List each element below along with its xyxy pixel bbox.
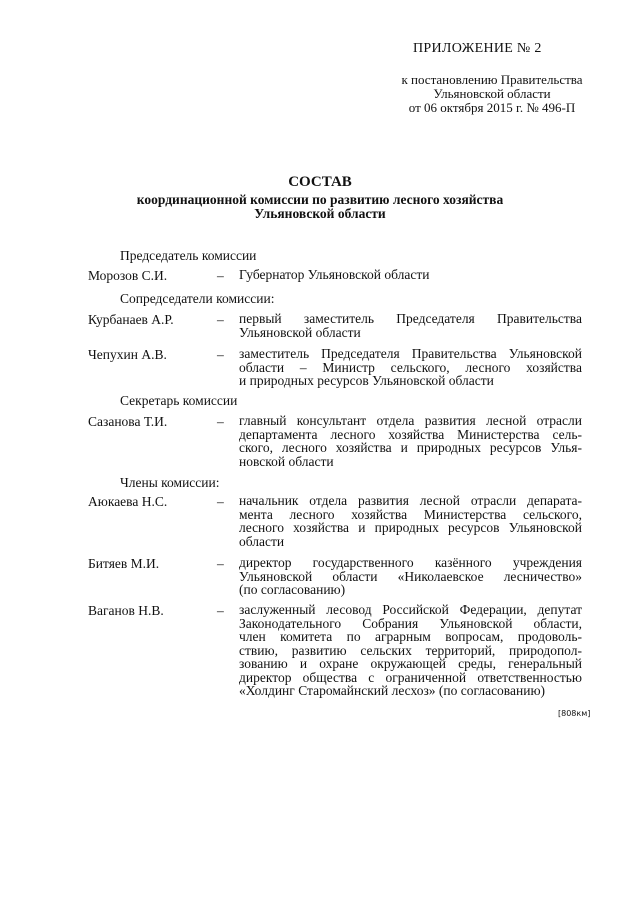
member-position-line: директор государственного казённого учреждения	[239, 555, 582, 570]
member-position	[239, 556, 582, 597]
member-name: Чепухин А.В.	[88, 347, 167, 362]
member-position-line: новской области	[239, 453, 334, 469]
member-position-line: заместитель Председателя Правительства Ульяновской	[239, 346, 582, 361]
member-position-line: директор общества с ограниченной ответственностью	[239, 669, 582, 685]
member-name: Сазанова Т.И.	[88, 414, 168, 429]
resolution-reference-line-2: Ульяновской области	[433, 86, 551, 101]
member-position-line: Ульяновской области	[239, 324, 361, 340]
section-secretary-heading: Секретарь комиссии	[120, 393, 238, 408]
dash-separator: –	[217, 494, 224, 509]
member-name: Аюкаева Н.С.	[88, 494, 168, 509]
member-name: Курбанаев А.Р.	[88, 312, 174, 327]
member-position-line: член комитета по аграрным вопросам, продоволь-	[239, 629, 582, 644]
member-position-line: главный консультант отдела развития лесной отрасли	[239, 413, 582, 428]
member-name: Ваганов Н.В.	[88, 603, 164, 618]
member-position-line: начальник отдела развития лесной отрасли депарата-	[239, 493, 582, 508]
member-position	[239, 268, 582, 282]
registry-stamp: [808км]	[558, 709, 591, 718]
document-title: СОСТАВ	[288, 174, 352, 190]
member-position-line: области – Министр сельского, лесного хозяйства	[239, 359, 582, 375]
member-position-line: «Холдинг Старомайнский лесхоз» (по согласованию)	[239, 683, 546, 698]
member-position-line: Ульяновской области «Николаевское лесничество»	[239, 568, 582, 584]
resolution-reference-line-3: от 06 октября 2015 г. № 496-П	[408, 100, 576, 115]
member-position-line: заслуженный лесовод Российской Федерации, депутат	[239, 602, 582, 617]
dash-separator: –	[217, 347, 224, 362]
member-position-line: департамента лесного хозяйства Министерства сель-	[239, 426, 582, 442]
member-position-line: ствию, развитию сельских территорий, природопол-	[239, 642, 582, 658]
dash-separator: –	[217, 556, 224, 571]
member-position-line: Законодательного Собрания Ульяновской области,	[239, 615, 582, 631]
appendix-heading: ПРИЛОЖЕНИЕ № 2	[413, 41, 542, 56]
member-position-line: Губернатор Ульяновской области	[239, 267, 430, 282]
member-position-line: первый заместитель Председателя Правительства	[239, 311, 582, 326]
member-position	[239, 414, 582, 468]
member-position-line: лесного хозяйства и природных ресурсов Ульяновской	[239, 520, 582, 535]
document-subtitle-line-1: координационной комиссии по развитию лесного хозяйства	[136, 192, 504, 207]
dash-separator: –	[217, 312, 224, 327]
member-position	[239, 312, 582, 339]
dash-separator: –	[217, 268, 224, 283]
member-position	[239, 494, 582, 548]
dash-separator: –	[217, 414, 224, 429]
document-subtitle-line-2: Ульяновской области	[254, 206, 386, 221]
member-position-line: мента лесного хозяйства Министерства сельского,	[239, 506, 582, 522]
member-name: Битяев М.И.	[88, 556, 160, 571]
member-name: Морозов С.И.	[88, 268, 168, 283]
member-position	[239, 347, 582, 388]
dash-separator: –	[217, 603, 224, 618]
member-position	[239, 603, 582, 698]
member-position-line: (по согласованию)	[239, 582, 346, 597]
section-cochairs-heading: Сопредседатели комиссии:	[120, 291, 275, 306]
member-position-line: и природных ресурсов Ульяновской области	[239, 373, 494, 388]
member-position-line: зованию и охране окружающей среды, генеральный	[239, 656, 582, 671]
member-position-line: ского, лесного хозяйства и природных ресурсов Улья-	[239, 440, 582, 455]
member-position-line: области	[239, 533, 285, 549]
resolution-reference-line-1: к постановлению Правительства	[401, 72, 583, 87]
section-chairman-heading: Председатель комиссии	[120, 248, 257, 263]
section-members-heading: Члены комиссии:	[120, 475, 220, 490]
